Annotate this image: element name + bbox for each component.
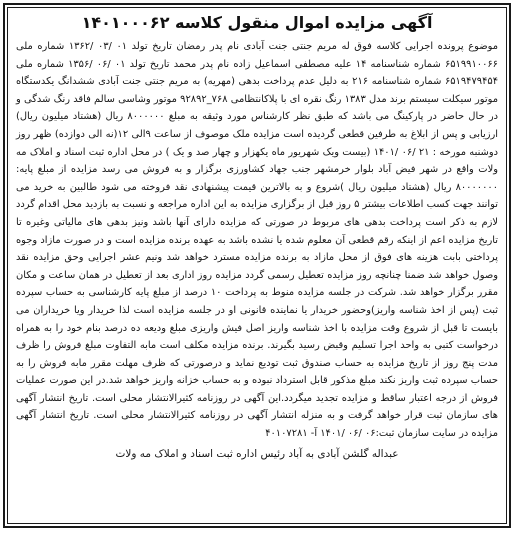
notice-inner-frame — [7, 7, 507, 524]
auction-notice — [3, 3, 511, 528]
notice-signature: عبداله گلشن آبادی به آباد رئیس اداره ثبت اسناد و املاک مه ولات — [115, 447, 399, 460]
notice-title: آگهی مزایده اموال منقول کلاسه ۱۴۰۱۰۰۰۶۲ — [81, 13, 433, 32]
notice-body: موضوع پرونده اجرایی کلاسه فوق له مریم جنتی جنت آبادی نام پدر رمضان تاریخ تولد ۰۱ /۰۳ /۱۳۶۲ شماره ملی ۶۵۱۹۹۱۰۰۶۶ شماره شناسنامه ۱۴ علیه مصطفی اسماعیل زاده نام پدر محمد تاریخ تولد ۰۱ /۰۶ /۱۳۵۶ شماره ملی ۶۵۱۹۴۷۹۴۵۴ شماره شناسنامه ۲۱۶ به دلیل عدم پرداخت بدهی (مهریه) به مریم جنتی جنت آبادی ششدانگ یکدستگاه موتور سیکلت سیستم برند مدل ۱۳۸۳ رنگ نقره ای با پلاکانتظامی ۷۶۸_۹۲۸۹۲ موتور وشاسی سالم فاقد رنگ شدگی و در حال حاضر در پارکینگ می باشد که طبق نظر کارشناس مورد وثیقه به مبلغ ۸۰۰۰۰۰۰ ریال (هشتاد میلیون ریال) ارزیابی و پس از ابلاغ به طرفین قطعی گردیده است مزایده ملک موصوف از ساعت ۹الی ۱۲(نه الی دوازده) ظهر روز دوشنبه مورخه : ۲۱ /۰۶ /۱۴۰۱ (بیست ویک شهریور ماه یکهزار و چهار صد و یک ) در محل اداره ثبت اسناد و املاک مه ولات واقع در شهر فیض آباد بلوار خرمشهر جنب جهاد کشاورزی برگزار و به فروش می رسد مزایده از مبلغ پایه: ۸۰۰۰۰۰۰۰ ریال (هشتاد میلیون ریال )شروع و به بالاترین قیمت پیشنهادی نقد فروخته می شود طالبین به خرید می توانند جهت کسب اطلاعات بیشتر ۵ روز قبل از برگزاری مزایده به این اداره مراجعه و نسبت به بازدید محل اقدام گردد لازم به ذکر است پرداخت بدهی های مربوط در صورتی که مزایده دارای آنها باشد ونیز بدهی های مالیاتی وغیره تا تاریخ مزایده اعم از اینکه رقم قطعی آن معلوم شده یا نشده باشد به عهده برنده مزایده است و در صورت مازاد وجوه پرداختی بابت هزینه های فوق از محل مازاد به برنده مزایده مسترد خواهد شد ونیم عشر اجرایی وحق مزایده نقد وصول خواهد شد ضمنا چنانچه روز مزایده تعطیل رسمی گردد مزایده روز اداری بعد از تعطیل در همان ساعت و مکان مقرر برگزار خواهد شد. شرکت در جلسه مزایده منوط به پرداخت ۱۰ درصد از مبلغ پایه کارشناسی به حساب سپرده ثبت (پس از اخذ شناسه واریز)وحضور خریدار یا نماینده قانونی او در جلسه مزایده است لذا خریدار ویا خریداران می بایست تا قبل از شروع وقت مزایده با اخذ شناسه واریز اصل فیش واریزی مبلغ ودیعه ده درصد بنام خود را به همراه درخواست کتبی به واحد اجرا تسلیم وقبض رسید بگیرند. برنده مزایده مکلف است مابه التفاوت مبلغ فروش را ظرف مدت پنج روز از تاریخ مزایده به حساب صندوق ثبت تودیع نماید و درصورتی که ظرف مهلت مقرر مابه فروش را به حساب سپرده ثبت واریز نکند مبلغ مذکور قابل استرداد نبوده و به حساب خزانه واریز خواهد شد.در این صورت عملیات فروش از درجه اعتبار ساقط و مزایده تجدید میگردد.این آگهی در روزنامه کثیرالانتشار محلی است. تاریخ انتشار آگهی های سازمان ثبت قرار خواهد گرفت و به منزله انتشار آگهی در روزنامه کثیرالانتشار محلی است. تاریخ انتشار آگهی مزایده در سایت سازمان ثبت:۰۶ /۰۶ /۱۴۰۱ آ- ۴۰۱۰۷۲۸۱ — [16, 41, 499, 440]
